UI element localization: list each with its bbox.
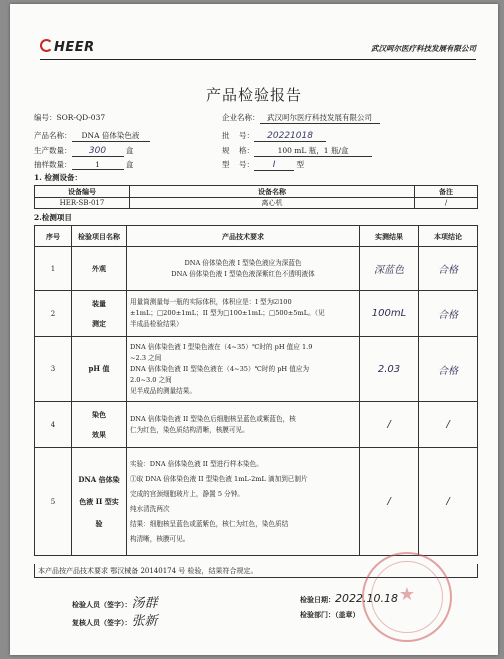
item-name: 染色 效果: [72, 402, 127, 448]
item-conclusion: 合格: [419, 247, 478, 291]
item-number: 3: [35, 337, 72, 402]
item-number: 1: [35, 247, 72, 291]
equipment-name: 离心机: [130, 198, 415, 209]
batch-number: 批 号： 20221018: [222, 130, 326, 142]
item-result: 深蓝色: [360, 247, 419, 291]
item-name: DNA 倍体染 色液 II 型实 验: [72, 448, 127, 556]
item-conclusion: 合格: [419, 291, 478, 337]
report-page: [10, 4, 498, 655]
production-quantity: 生产数量： 300 盒: [34, 146, 134, 156]
equipment-table: [34, 185, 478, 209]
column-header: 设备名称: [130, 186, 415, 198]
equipment-code: HER-SB-017: [35, 198, 130, 209]
column-header: 序号: [35, 226, 72, 247]
table-row: [35, 247, 478, 291]
item-requirement: DNA 倍体染色液 I 型染色液应为深蓝色 DNA 倍体染色液 I 型染色液深紫红色不透明液体: [127, 247, 360, 291]
inspection-department: 检验部门：（盖章）: [300, 610, 360, 619]
table-row: [35, 448, 478, 556]
item-requirement: 实验：DNA 倍体染色液 II 型进行样本染色。 ①取 DNA 倍体染色液 II 型染色液 1mL-2mL 滴加到已制片 完成的宫颈细胞玻片上，静置 5 分钟。 纯水清洗两次 结果：细胞核呈蓝色或蓝紫色，核仁为红色，染色质结 构清晰，核膜可见。: [127, 448, 360, 556]
item-number: 4: [35, 402, 72, 448]
report-title: 产品检验报告: [205, 86, 302, 104]
column-header: 设备编号: [35, 186, 130, 198]
column-header: 本项结论: [419, 226, 478, 247]
model: 型 号： I 型: [222, 160, 304, 170]
section-equipment-heading: 1. 检测设备：: [34, 173, 82, 182]
table-header-row: [35, 226, 478, 247]
doc-number: 编号：SOR-QD-037: [34, 113, 106, 122]
item-number: 5: [35, 448, 72, 556]
sample-quantity: 抽样数量： 1 盒: [34, 160, 134, 169]
item-requirement: DNA 倍体染色液 I 型染色液在（4~35）℃时的 pH 值应 1.9 ~2.3 之间 DNA 倍体染色液 II 型染色液在（4~35）℃时的 pH 值应为 2.0~3.0 之间 见半成品的测量结果。: [127, 337, 360, 402]
table-row: [35, 337, 478, 402]
seal-star-icon: ★: [398, 584, 416, 605]
inspector-signature: 检验人员（签字）：汤群: [72, 596, 158, 611]
section-items-heading: 2.检测项目: [34, 213, 72, 222]
reviewer-signature: 复核人员（签字）：张新: [72, 614, 158, 629]
item-result: 2.03: [360, 337, 419, 402]
item-conclusion: 合格: [419, 337, 478, 402]
column-header: 产品技术要求: [127, 226, 360, 247]
column-header: 备注: [415, 186, 478, 198]
specification: 规 格： 100 mL 瓶，1 瓶/盒: [222, 145, 372, 157]
table-row: [35, 402, 478, 448]
column-header: 实测结果: [360, 226, 419, 247]
item-result: 100mL: [360, 291, 419, 337]
table-row: [35, 198, 478, 209]
item-conclusion: /: [419, 448, 478, 556]
table-header-row: [35, 186, 478, 198]
letterhead-company: 武汉呵尔医疗科技发展有限公司: [371, 44, 476, 53]
item-conclusion: /: [419, 402, 478, 448]
column-header: 检验项目名称: [72, 226, 127, 247]
enterprise-name: 企业名称： 武汉呵尔医疗科技发展有限公司: [222, 112, 380, 124]
company-logo: HEER: [40, 39, 95, 55]
equipment-remark: /: [415, 198, 478, 209]
item-requirement: 用量筒测量每一瓶的实际体积，体积应是：I 型为☑100 ±1mL；□200±1mL；II 型为□100±1mL；□500±5mL。（见 半成品检验结果）: [127, 291, 360, 337]
item-number: 2: [35, 291, 72, 337]
letterhead: [40, 37, 476, 60]
item-requirement: DNA 倍体染色液 II 型染色后细胞核呈蓝色或紫蓝色，核 仁为红色，染色质结构清晰，核膜可见。: [127, 402, 360, 448]
inspection-table: [34, 225, 478, 556]
item-result: /: [360, 402, 419, 448]
inspection-date: 检验日期：2022.10.18: [300, 592, 398, 605]
item-name: pH 值: [72, 337, 127, 402]
logo-icon: [40, 39, 53, 52]
product-name: 产品名称： DNA 倍体染色液: [34, 130, 150, 142]
item-name: 外观: [72, 247, 127, 291]
conclusion-note: 本产品按产品技术要求 鄂汉械备 20140174 号 检验，结果符合规定。: [34, 564, 478, 578]
table-row: [35, 291, 478, 337]
item-name: 装量 测定: [72, 291, 127, 337]
item-result: /: [360, 448, 419, 556]
